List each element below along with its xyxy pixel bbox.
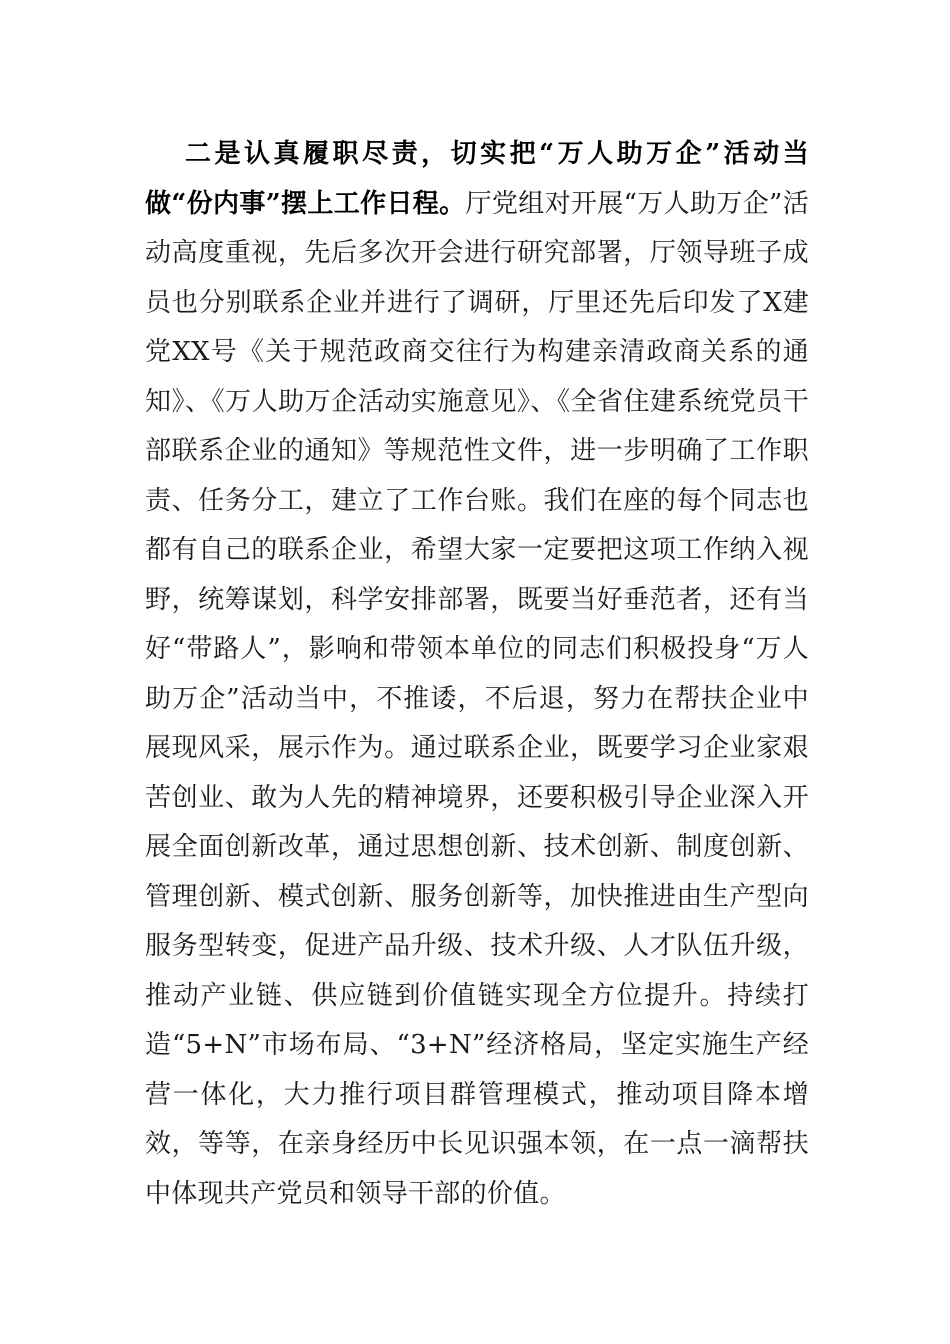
body-paragraph — [145, 130, 809, 1219]
paragraph-body-text: 厅党组对开展“万人助万企”活动高度重视，先后多次开会进行研究部署，厅领导班子成员也分别联系企业并进行了调研，厅里还先后印发了X建党XX号《关于规范政商交往行为构建亲清政商关系的通知》、《万人助万企活动实施意见》、《全省住建系统党员干部联系企业的通知》等规范性文件，进一步明确了工作职责、任务分工，建立了工作台账。我们在座的每个同志也都有自己的联系企业，希望大家一定要把这项工作纳入视野，统筹谋划，科学安排部署，既要当好垂范者，还有当好“带路人”，影响和带领本单位的同志们积极投身“万人助万企”活动当中，不推诿，不后退，努力在帮扶企业中展现风采，展示作为。通过联系企业，既要学习企业家艰苦创业、敢为人先的精神境界，还要积极引导企业深入开展全面创新改革，通过思想创新、技术创新、制度创新、管理创新、模式创新、服务创新等，加快推进由生产型向服务型转变，促进产品升级、技术升级、人才队伍升级，推动产业链、供应链到价值链实现全方位提升。持续打造“5+N”市场布局、“3+N”经济格局，坚定实施生产经营一体化，大力推行项目群管理模式，推动项目降本增效，等等，在亲身经历中长见识强本领，在一点一滴帮扶中体现共产党员和领导干部的价值。 — [145, 188, 809, 1209]
paragraph-lead-sentence: 二是认真履职尽责，切实把“万人助万企”活动当做“份内事”摆上工作日程。 — [145, 139, 809, 219]
